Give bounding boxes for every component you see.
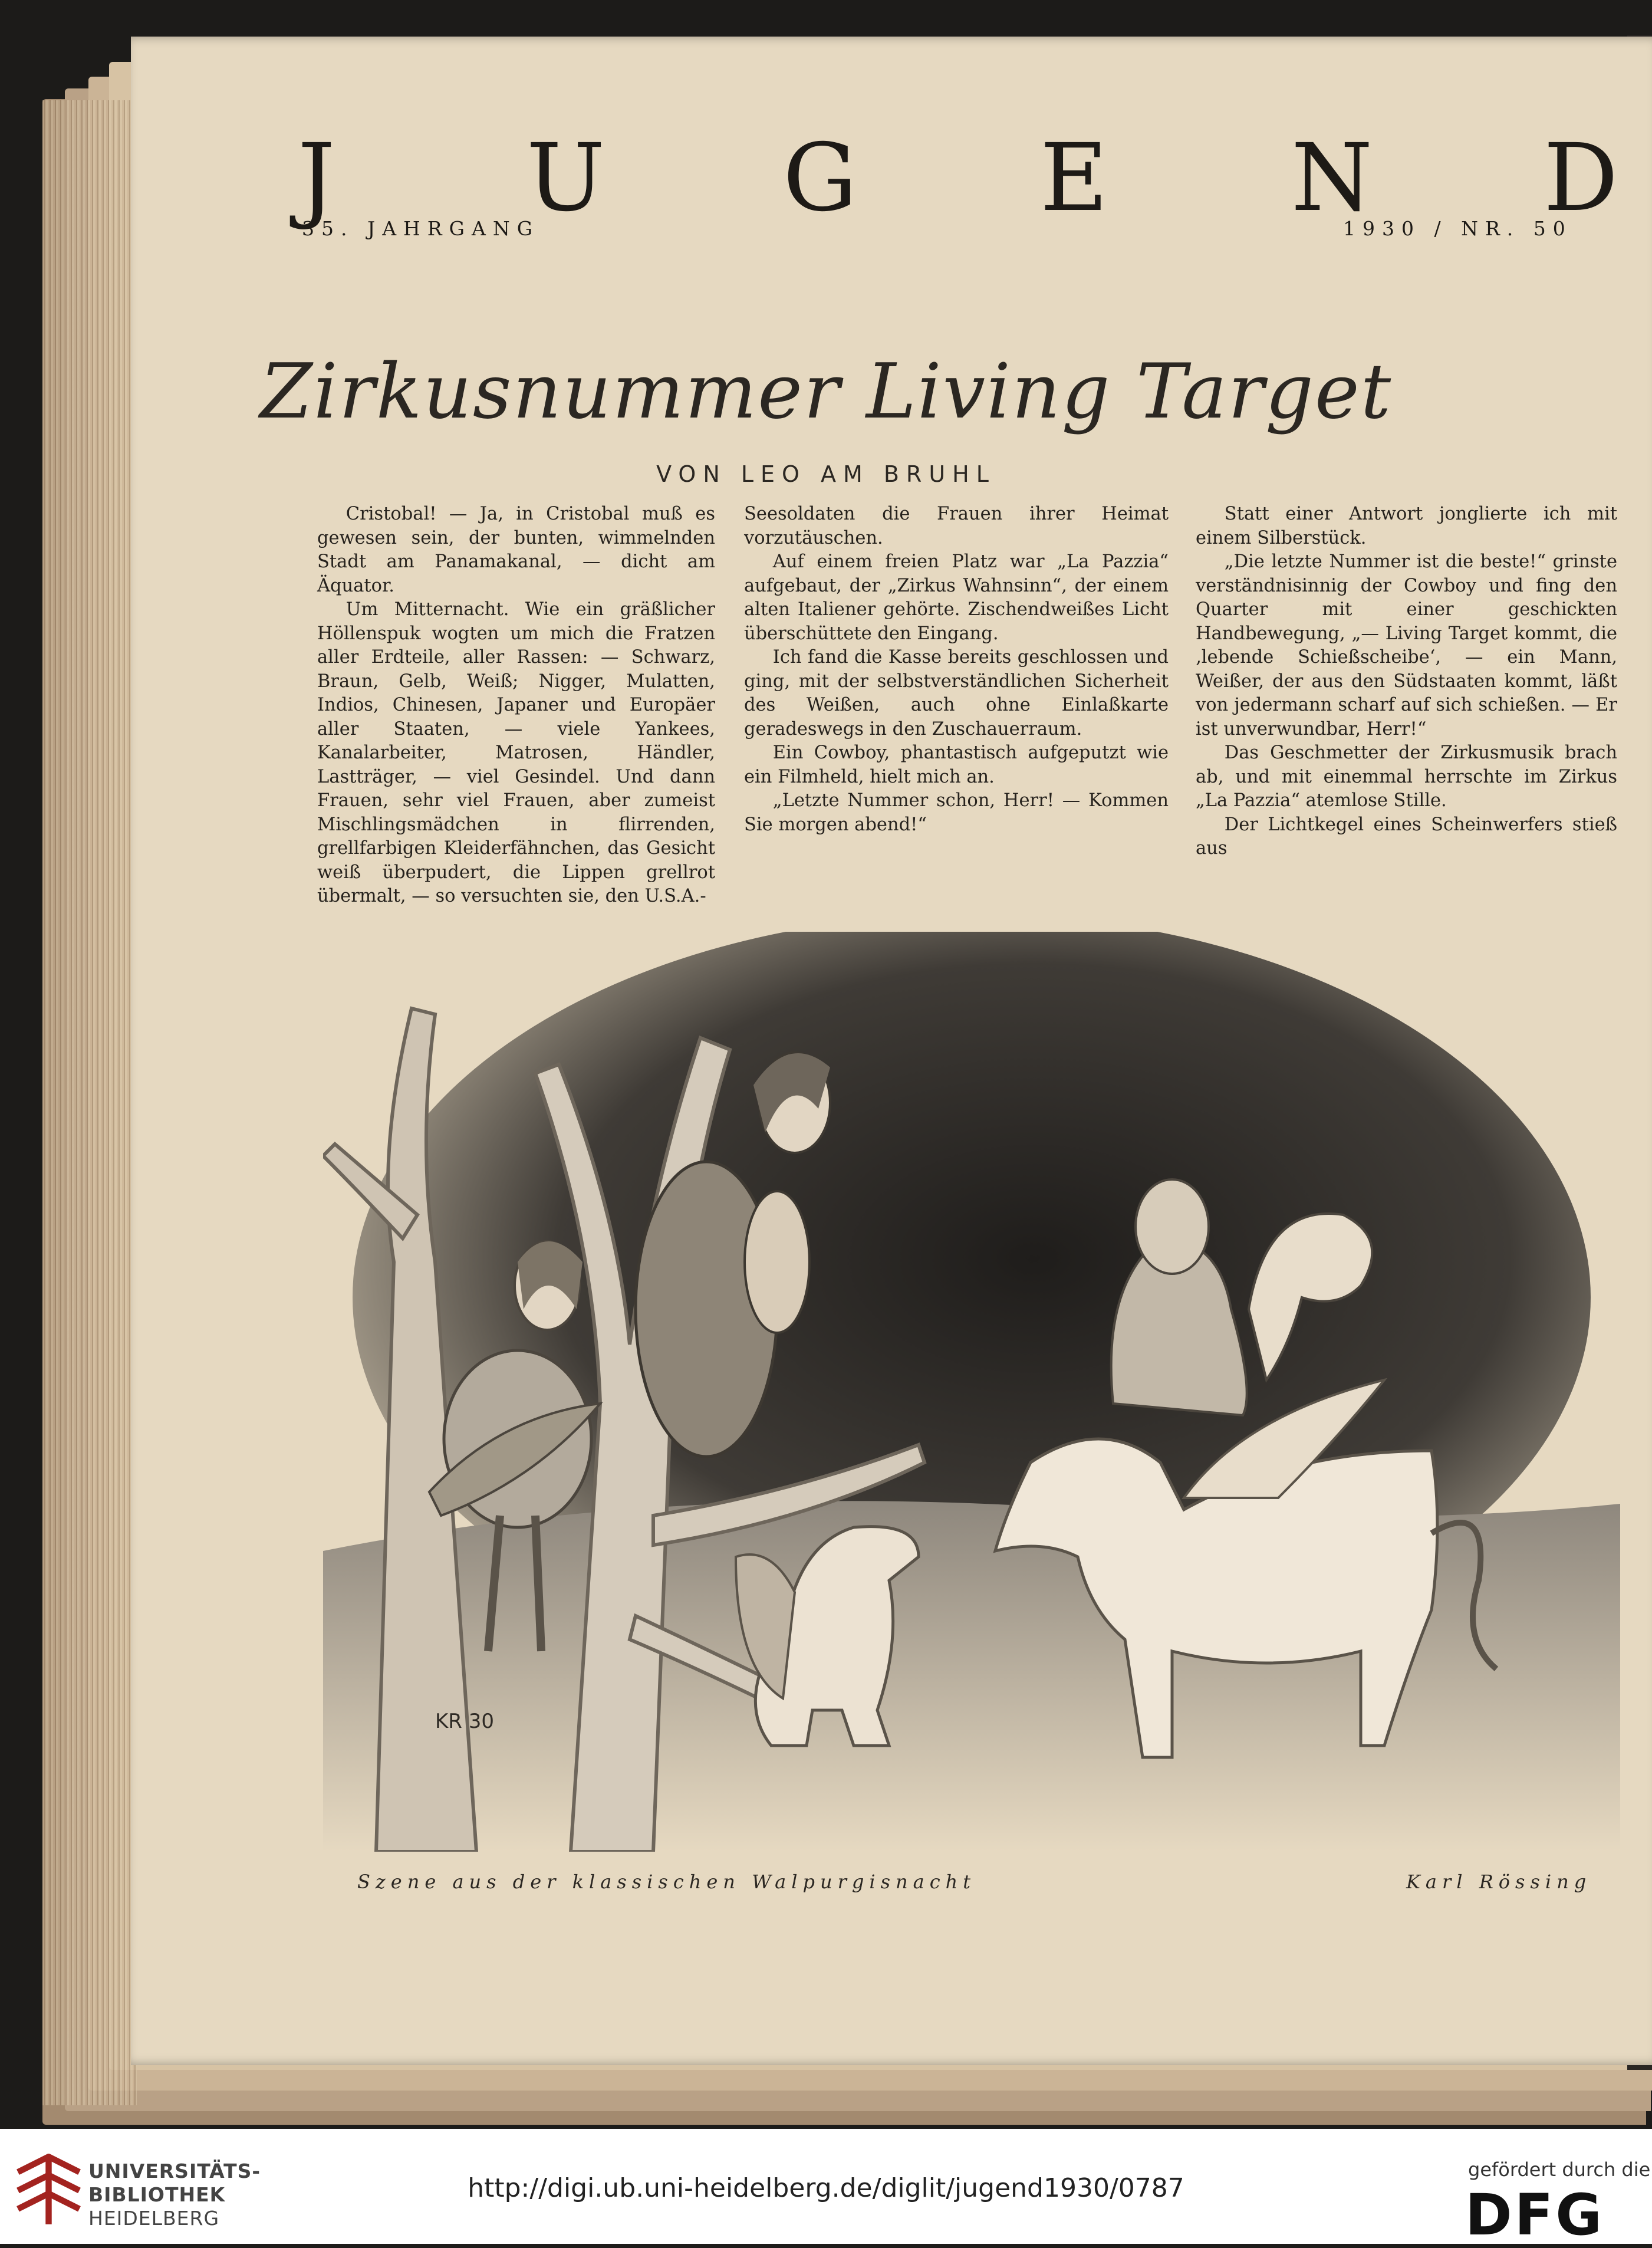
dfg-logo[interactable]: DFG: [1465, 2182, 1605, 2248]
library-name-line: HEIDELBERG: [88, 2207, 220, 2230]
volume-label: 35. JAHRGANG: [302, 217, 540, 240]
text-column-2: [744, 502, 1169, 837]
masthead-letter-u: U: [526, 124, 605, 232]
masthead-letter-j: J: [298, 124, 335, 232]
illustration-artist: Karl Rössing: [1406, 1871, 1592, 1893]
text-column-3: [1196, 502, 1617, 861]
masthead-letter-n: N: [1291, 124, 1373, 232]
paragraph: Cristobal! — Ja, in Cristobal muß es gewesen sein, der bunten, wimmelnden Stadt am Panamakanal, — dicht am Äquator.: [317, 504, 715, 596]
paragraph: Um Mitternacht. Wie ein gräßlicher Höllenspuk wogten um mich die Fratzen aller Erdteile, aller Rassen: — Schwarz, Braun, Gelb, Weiß; Nigger, Mulatten, Indios, Chinesen, Japaner und Europäer aller Staaten, — viele Yankees, Kanalarbeiter, Matrosen, Händler, Lastträger, — viel Gesindel. Und dann Frauen, sehr viel Frauen, aber zumeist Mischlingsmädchen in flirrenden, grellfarbigen Kleiderfähnchen, das Gesicht weiß überpudert, die Lippen grellrot übermalt, — so versuchten sie, den U.S.A.-: [317, 599, 715, 906]
funding-note: gefördert durch die: [1468, 2158, 1651, 2181]
illustration-walpurgisnacht: [323, 932, 1620, 1852]
library-name-line: BIBLIOTHEK: [88, 2183, 226, 2206]
paragraph: Ich fand die Kasse bereits geschlossen und ging, mit der selbstverständlichen Sicherheit des Weißen, auch ohne Einlaßkarte geradeswegs in den Zuschauerraum.: [744, 647, 1169, 740]
paragraph: Das Geschmetter der Zirkusmusik brach ab, und mit einemmal herrschte im Zirkus „La Pazzia“ atemlose Stille.: [1196, 742, 1617, 811]
text-column-1: [317, 502, 715, 909]
artist-signature: KR 30: [435, 1710, 494, 1733]
illustration-caption: Szene aus der klassischen Walpurgisnacht: [357, 1871, 976, 1893]
library-name-line: UNIVERSITÄTS-: [88, 2160, 261, 2183]
paragraph: Auf einem freien Platz war „La Pazzia“ aufgebaut, der „Zirkus Wahnsinn“, der einem alten Italiener gehörte. Zischendweißes Licht überschüttete den Eingang.: [744, 551, 1169, 644]
paragraph: „Letzte Nummer schon, Herr! — Kommen Sie morgen abend!“: [744, 790, 1169, 835]
paragraph: Der Lichtkegel eines Scheinwerfers stieß aus: [1196, 814, 1617, 859]
issue-label: 1930 / NR. 50: [1343, 217, 1572, 240]
masthead-letter-g: G: [783, 124, 858, 232]
paragraph: „Die letzte Nummer ist die beste!“ grinste verständnisinnig der Cowboy und fing den Quarter mit einer geschickten Handbewegung, „— Living Target kommt, die ‚lebende Schießscheibe‘, — ein Mann, Weißer, der aus den Südstaaten kommt, läßt von jedermann scharf auf sich schießen. — Er ist unverwundbar, Herr!“: [1196, 551, 1617, 740]
paragraph: Ein Cowboy, phantastisch aufgeputzt wie ein Filmheld, hielt mich an.: [744, 742, 1169, 787]
masthead-letter-e: E: [1040, 124, 1108, 232]
viewer-footer: [0, 2129, 1652, 2248]
paragraph: Seesoldaten die Frauen ihrer Heimat vorzutäuschen.: [744, 504, 1169, 548]
article-title: Zirkusnummer Living Target: [259, 348, 1393, 436]
article-byline: VON LEO AM BRUHL: [656, 461, 996, 487]
permalink-url[interactable]: http://digi.ub.uni-heidelberg.de/diglit/jugend1930/0787: [468, 2173, 1184, 2203]
paragraph: Statt einer Antwort jonglierte ich mit einem Silberstück.: [1196, 504, 1617, 548]
masthead-letter-d: D: [1544, 124, 1618, 232]
